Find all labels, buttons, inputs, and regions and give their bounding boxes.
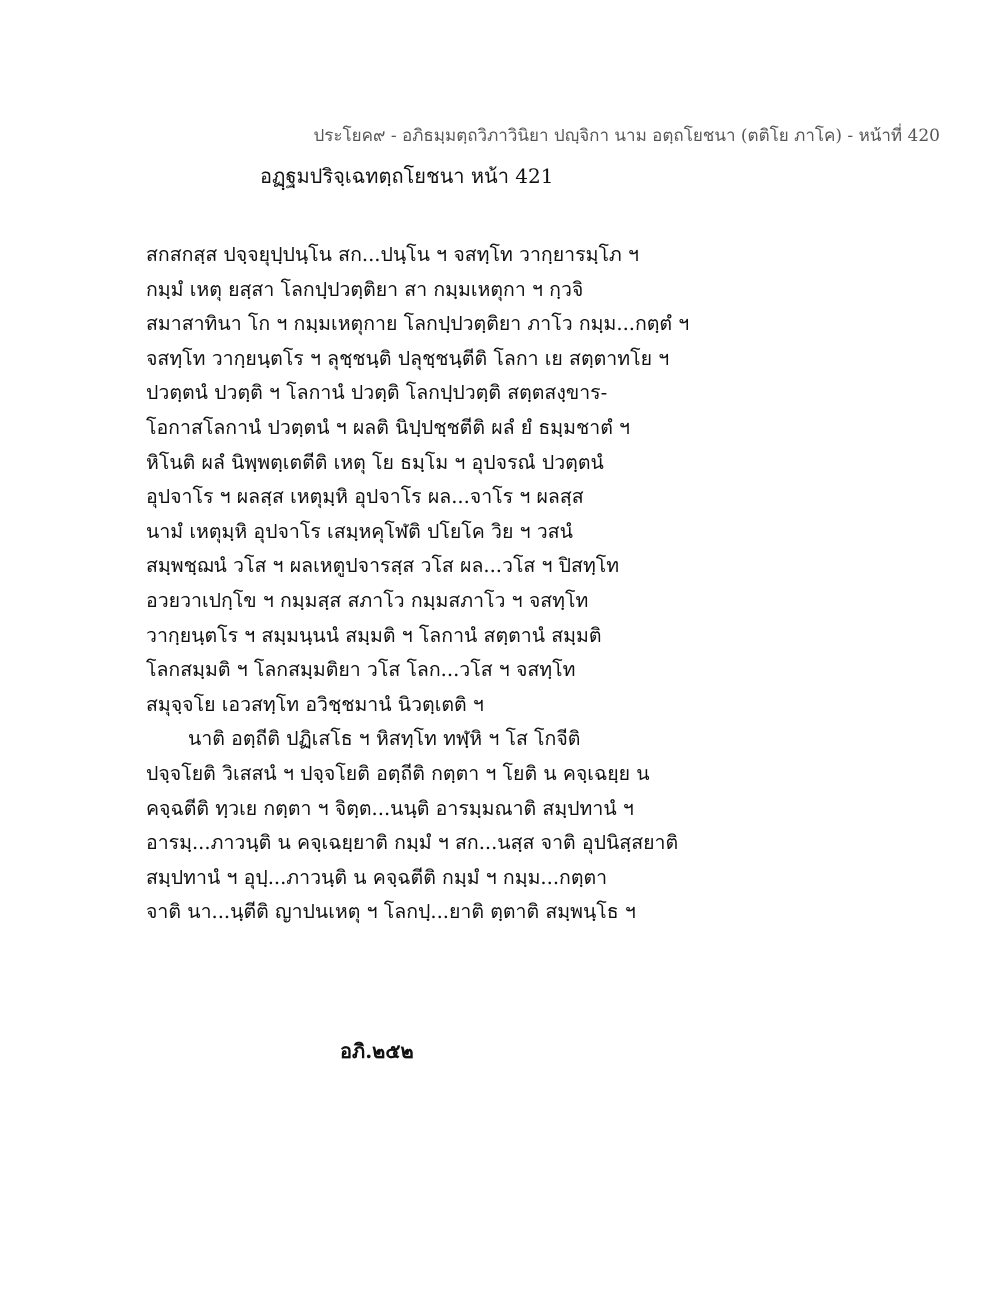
body-line: สมุจฺจโย เอวสทฺโท อวิชฺชมานํ นิวตฺเตติ ฯ — [146, 692, 484, 716]
body-line-indented: นาติ อตฺถีติ ปฏิเสโธ ฯ หิสทฺโท ทฬฺหิ ฯ โส โกจีติ — [188, 727, 581, 751]
body-line: อารมฺ...ภาวนฺติ น คจฺเฉยฺยาติ กมฺมํ ฯ สก...นสฺส จาติ อุปนิสฺสยาติ — [146, 831, 679, 855]
section-heading: อฏฺฐมปริจฺเฉทตฺถโยชนา หน้า 421 — [260, 164, 554, 188]
body-text — [146, 238, 866, 930]
page-footer-marker: อภิ.๒๕๒ — [340, 1039, 414, 1063]
body-line: จสทฺโท วากฺยนฺตโร ฯ ลุชฺชนฺติ ปลุชฺชนฺตีติ โลกา เย สตฺตาทโย ฯ — [146, 346, 670, 370]
body-line: จาติ นา...นฺตีติ ญาปนเหตุ ฯ โลกปฺ...ยาติ ตฺตาติ สมฺพนฺโธ ฯ — [146, 900, 636, 924]
body-line: อุปจาโร ฯ ผลสฺส เหตุมฺหิ อุปจาโร ผล...จาโร ฯ ผลสฺส — [146, 485, 584, 509]
body-line: สมฺปทานํ ฯ อุปฺ...ภาวนฺติ น คจฺฉตีติ กมฺมํ ฯ กมฺม...กตฺตา — [146, 865, 608, 889]
running-header: ประโยค๙ - อภิธมฺมตฺถวิภาวินิยา ปญฺจิกา นาม อตฺถโยชนา (ตติโย ภาโค) - หน้าที่ 420 — [313, 126, 940, 146]
body-line: อวยวาเปกฺโข ฯ กมฺมสฺส สภาโว กมฺมสภาโว ฯ จสทฺโท — [146, 588, 589, 612]
body-line: กมฺมํ เหตุ ยสฺสา โลกปฺปวตฺติยา สา กมฺมเหตุกา ฯ กฺวจิ — [146, 277, 584, 301]
body-line: คจฺฉตีติ ทฺวเย กตฺตา ฯ จิตฺต...นนฺติ อารมฺมณาติ สมฺปทานํ ฯ — [146, 796, 634, 820]
body-line: นามํ เหตุมฺหิ อุปจาโร เสมฺหคุโฬติ ปโยโค วิย ฯ วสนํ — [146, 519, 573, 543]
body-line: หิโนติ ผลํ นิพฺพตฺเตตีติ เหตุ โย ธมฺโม ฯ อุปจรณํ ปวตฺตนํ — [146, 450, 604, 474]
body-line: สมฺพชฺฌนํ วโส ฯ ผลเหตูปจารสฺส วโส ผล...วโส ฯ ปิสทฺโท — [146, 554, 620, 578]
body-line: สกสกสฺส ปจฺจยุปฺปนฺโน สก...ปนฺโน ฯ จสทฺโท วากฺยารมฺโภ ฯ — [146, 243, 639, 266]
body-line: ปวตฺตนํ ปวตฺติ ฯ โลกานํ ปวตฺติ โลกปฺปวตฺติ สตฺตสงฺขาร- — [146, 381, 608, 405]
body-line: โลกสมฺมติ ฯ โลกสมฺมติยา วโส โลก...วโส ฯ จสทฺโท — [146, 658, 576, 682]
body-line: โอกาสโลกานํ ปวตฺตนํ ฯ ผลติ นิปฺปชฺชตีติ ผลํ ยํ ธมฺมชาตํ ฯ — [146, 415, 631, 439]
body-line: ปจฺจโยติ วิเสสนํ ฯ ปจฺจโยติ อตฺถีติ กตฺตา ฯ โยติ น คจฺเฉยฺย น — [146, 761, 650, 785]
body-line: วากฺยนฺตโร ฯ สมฺมนฺนนํ สมฺมติ ฯ โลกานํ สตฺตานํ สมฺมติ — [146, 623, 602, 647]
body-line: สมาสาทินา โก ฯ กมฺมเหตุกาย โลกปฺปวตฺติยา ภาโว กมฺม...กตฺตํ ฯ — [146, 312, 690, 336]
